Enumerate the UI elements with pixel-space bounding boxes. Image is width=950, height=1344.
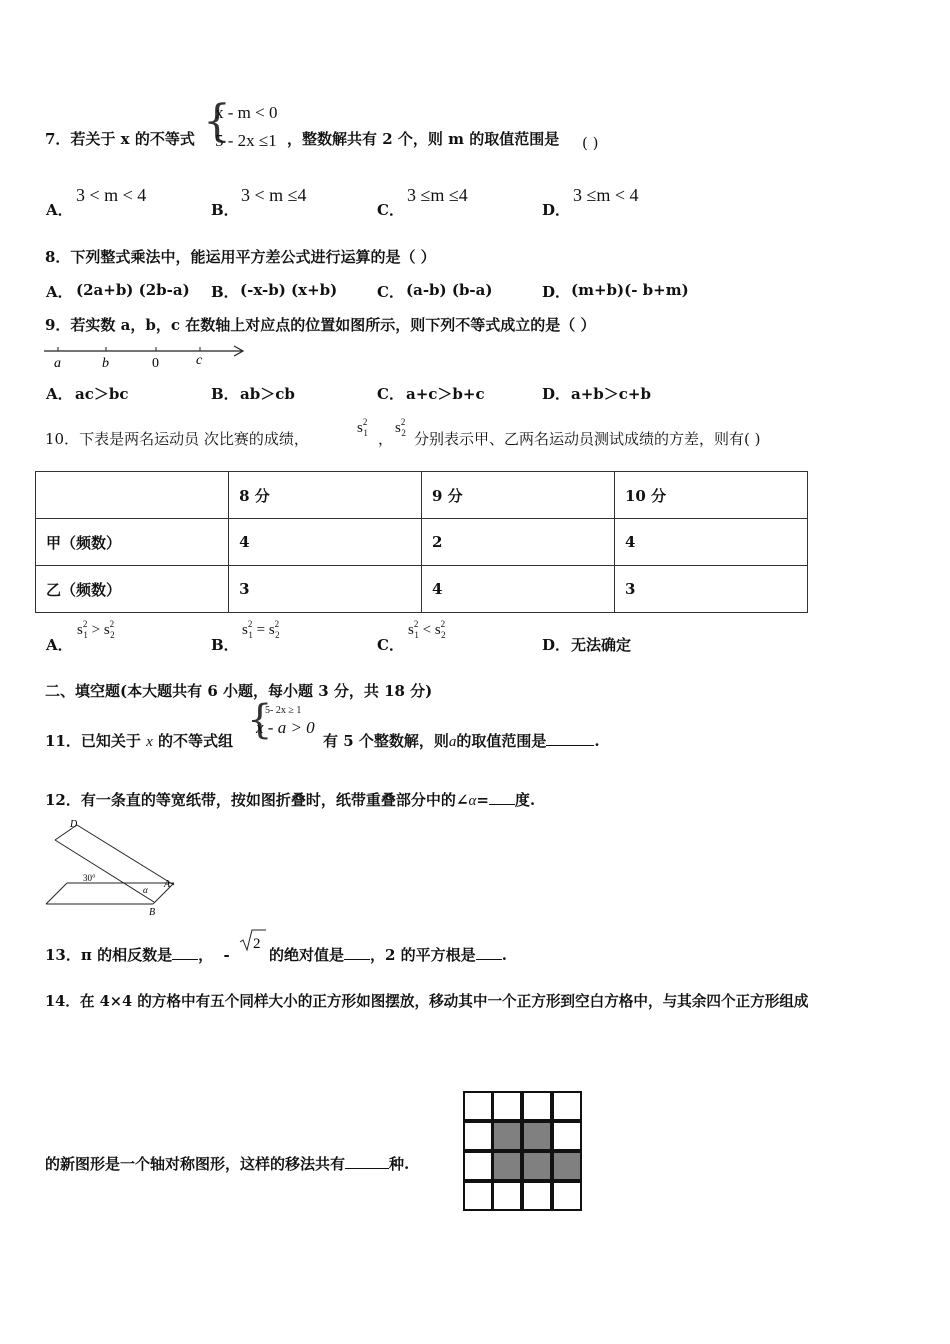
point-label-b: B [149,907,156,918]
q14-grid-figure [463,1091,583,1211]
point-label-d: D [70,819,78,830]
q10-option-a-label: A． [46,636,73,654]
axis-label-a: a [54,356,61,371]
q14-answer-blank[interactable] [345,1168,389,1169]
grid-cell-empty [492,1091,522,1121]
table-header-row [36,472,808,519]
table-header-cell: 8 分 [229,472,422,519]
q14-stem-cont: 的新图形是一个轴对称图形，这样的移法共有 种. [45,1155,410,1173]
q9-option-c-label: C． [377,385,404,403]
section-2-title: 二、填空题(本大题共有 6 小题，每小题 3 分，共 18 分) [45,682,433,700]
q10-option-d-text: 无法确定 [571,636,632,654]
axis-label-b: b [102,356,109,371]
q11-stem-suffix: 有 5 个整数解，则a的取值范围是 . [323,732,600,750]
table-cell: 乙（频数） [36,566,229,613]
q7-system-line2: 5 - 2x ≤1 [215,131,277,150]
q7-brace: { [203,96,231,147]
q7-option-b-label: B． [211,201,239,219]
q9-option-c-text: a+c＞b+c [406,385,485,403]
sqrt-symbol [238,928,268,954]
grid-cell-empty [552,1181,582,1211]
q11-system-line1: 5- 2x ≥ 1 [265,705,302,716]
q9-option-b-text: ab＞cb [240,385,295,403]
q8-stem: 8．下列整式乘法中，能运用平方差公式进行运算的是（ ） [45,248,436,266]
axis-label-0: 0 [152,356,159,371]
table-header-cell: 10 分 [614,472,807,519]
q9-option-d-label: D． [542,385,571,403]
q9-option-b-label: B． [211,385,239,403]
grid-cell-empty [522,1091,552,1121]
strip-end [46,883,67,904]
table-cell: 4 [229,519,422,566]
q10-s1-symbol: $s^2_1$ [357,417,368,438]
grid-cell-empty [463,1151,493,1181]
table-cell: 甲（频数） [36,519,229,566]
number-line-figure [44,342,249,370]
q7-option-c-text: 3 ≤m ≤4 [407,185,468,205]
q9-option-a-label: A． [46,385,73,403]
table-cell: 3 [614,566,807,613]
q10-option-a-expr: $s^2_1 > s^2_2$ [77,619,115,640]
radicand: 2 [253,936,261,952]
grid-cell-filled [522,1121,552,1151]
q7-stem-prefix: 7．若关于 x 的不等式 [45,130,195,148]
q10-stem-c: 分别表示甲、乙两名运动员测试成绩的方差，则有( ) [414,430,761,448]
strip-edge [55,840,154,902]
q9-stem: 9．若实数 a，b，c 在数轴上对应点的位置如图所示，则下列不等式成立的是（ ） [45,316,596,334]
table-header-cell: 9 分 [422,472,615,519]
q12-answer-blank[interactable] [489,804,515,805]
q10-stem-a: 10．下表是两名运动员 [45,430,200,448]
q11-brace: { [247,697,273,743]
table-row [36,566,808,613]
q8-option-d-text: (m+b)(- b+m) [571,281,689,299]
table-cell: 4 [614,519,807,566]
q7-option-d-text: 3 ≤m < 4 [573,185,639,205]
q9-option-a-text: ac＞bc [75,385,129,403]
q7-option-b-text: 3 < m ≤4 [241,185,307,205]
q12-stem: 12．有一条直的等宽纸带，按如图折叠时，纸带重叠部分中的∠α= 度. [45,791,536,809]
q10-option-b-label: B． [211,636,239,654]
grid-cell-filled [492,1151,522,1181]
q7-stem-suffix: ，整数解共有 2 个，则 m 的取值范围是 [287,130,560,148]
axis-label-c: c [196,353,203,368]
q13-blank-3[interactable] [476,959,502,960]
grid-cell-empty [552,1091,582,1121]
q13-blank-2[interactable] [344,959,370,960]
table-cell: 4 [422,566,615,613]
q14-stem: 14．在 4×4 的方格中有五个同样大小的正方形如图摆放，移动其中一个正方形到空白方格中，与其余四个正方形组成 [45,993,809,1010]
q10-stem-b: 次比赛的成绩， [203,430,309,448]
q8-option-b-text: (-x-b) (x+b) [240,281,338,299]
grid-cell-filled [522,1151,552,1181]
q10-s2-symbol: $s^2_2$ [395,417,406,438]
q7-option-a-label: A． [46,201,73,219]
q8-option-a-text: (2a+b) (2b-a) [76,281,190,299]
q9-option-d-text: a+b＞c+b [571,385,651,403]
q8-option-d-label: D． [542,283,571,301]
angle-label-alpha: α [143,885,148,895]
table-cell: 2 [422,519,615,566]
q7-option-d-label: D． [542,201,571,219]
grid-cell-filled [492,1121,522,1151]
table-cell: 3 [229,566,422,613]
table-header-cell [36,472,229,519]
q8-option-c-label: C． [377,283,404,301]
q7-option-c-label: C． [377,201,404,219]
grid-cell-empty [463,1181,493,1211]
q7-answer-paren: ( ) [582,134,599,152]
table-row [36,519,808,566]
folded-strip-figure [40,815,180,920]
q7-option-a-text: 3 < m < 4 [76,185,147,205]
q10-option-c-label: C． [377,636,404,654]
grid-cell-empty [492,1181,522,1211]
grid-cell-empty [552,1121,582,1151]
grid-cell-empty [522,1181,552,1211]
q13-stem: 13．π 的相反数是 ， - [45,946,230,964]
q8-option-c-text: (a-b) (b-a) [406,281,493,299]
q13-blank-1[interactable] [172,959,198,960]
q11-answer-blank[interactable] [546,745,594,746]
q10-stem [45,428,309,449]
q8-option-b-label: B． [211,283,239,301]
q7-system-line1: x - m < 0 [215,103,278,122]
q10-option-b-expr: $s^2_1 = s^2_2$ [242,619,280,640]
q10-score-table [35,471,808,613]
point-label-a: A [164,879,171,890]
grid-cell-empty [463,1091,493,1121]
q11-system-line2: x - a > 0 [256,718,315,737]
q10-option-c-expr: $s^2_1 < s^2_2$ [408,619,446,640]
angle-label-30: 30° [83,873,96,883]
q13-stem-tail: 的绝对值是 ，2 的平方根是 . [269,946,507,964]
q11-stem-prefix: 11．已知关于 x 的不等式组 [45,732,234,750]
q10-option-d-label: D． [542,636,571,654]
q8-option-a-label: A． [46,283,73,301]
grid-cell-filled [552,1151,582,1181]
grid-cell-empty [463,1121,493,1151]
